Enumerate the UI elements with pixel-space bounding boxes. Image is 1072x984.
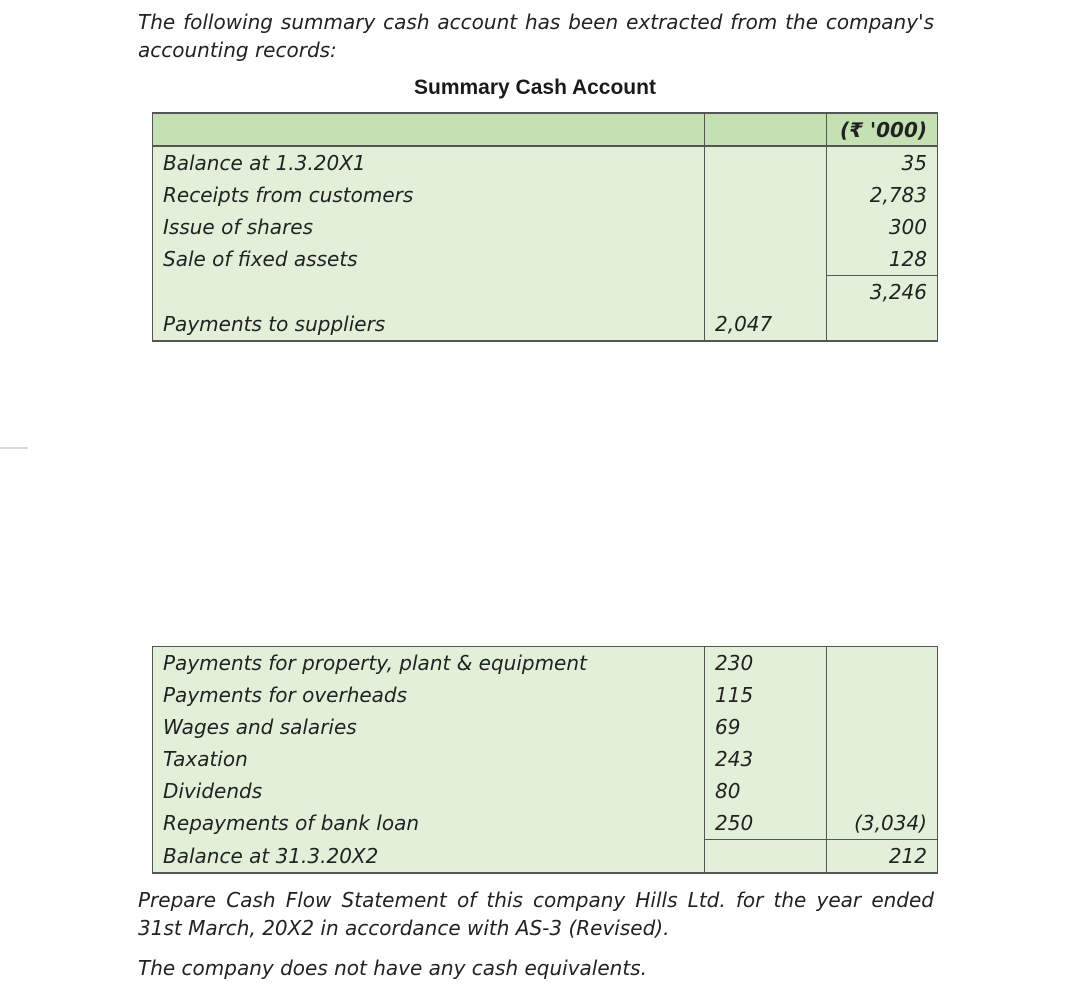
question-text: Prepare Cash Flow Statement of this company Hills Ltd. for the year ended 31st March, 20X2 in accordance with AS-3 (Revised).	[138, 888, 934, 940]
table-row: Repayments of bank loan 250 (3,034)	[153, 807, 938, 840]
total-row	[153, 276, 938, 309]
unit-header: (₹ '000)	[827, 113, 938, 146]
intro-text: The following summary cash account has been extracted from the company's accounting records:	[138, 10, 934, 62]
table-row: Taxation 243	[153, 743, 938, 775]
table-row: Dividends 80	[153, 775, 938, 807]
payments-total: (3,034)	[827, 807, 938, 840]
margin-mark	[0, 447, 28, 449]
table-header-row	[153, 113, 938, 146]
table-row: Payments for property, plant & equipment 230	[153, 647, 938, 680]
cash-account-table-bottom	[152, 646, 938, 874]
closing-balance-row: Balance at 31.3.20X2 212	[153, 840, 938, 874]
cash-account-table-top	[152, 112, 938, 342]
note-text: The company does not have any cash equivalents.	[138, 956, 647, 980]
table-row: Issue of shares 300	[153, 211, 938, 243]
table-row: Payments to suppliers 2,047	[153, 308, 938, 341]
table-row: Balance at 1.3.20X1 35	[153, 146, 938, 179]
table-row: Sale of fixed assets 128	[153, 243, 938, 276]
table-row: Wages and salaries 69	[153, 711, 938, 743]
table-row: Payments for overheads 115	[153, 679, 938, 711]
table-title: Summary Cash Account	[414, 76, 656, 99]
receipts-total: 3,246	[827, 276, 938, 309]
table-row: Receipts from customers 2,783	[153, 179, 938, 211]
